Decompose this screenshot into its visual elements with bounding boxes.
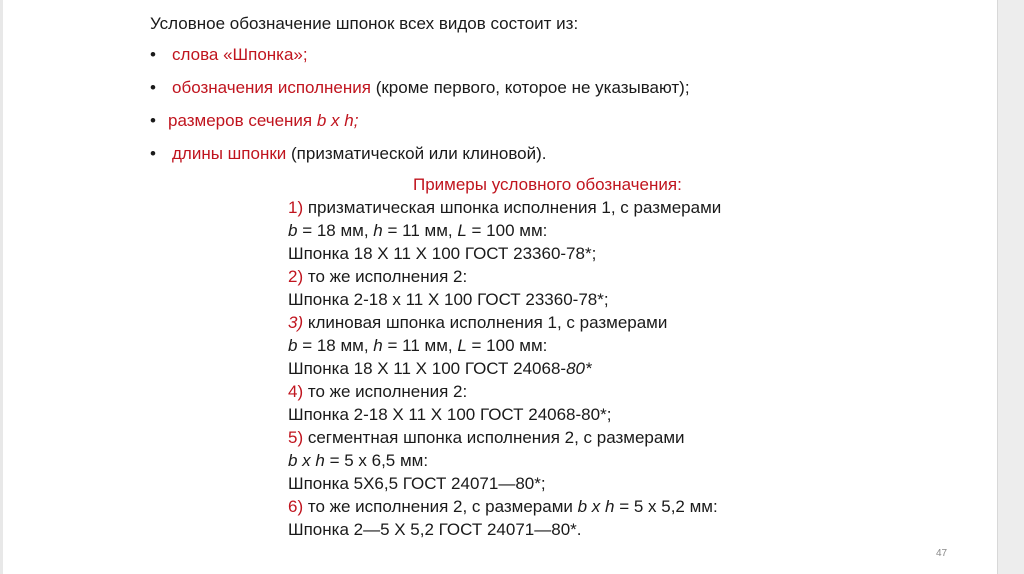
bullet-marker: • xyxy=(150,144,156,163)
page-number: 47 xyxy=(936,548,948,559)
example-designation: Шпонка 5Х6,5 ГОСТ 24071—80*; xyxy=(288,474,546,493)
example-line: 5) сегментная шпонка исполнения 2, с размерами xyxy=(288,428,685,447)
list-item-term-italic: b x h xyxy=(316,111,354,130)
example-designation: Шпонка 18 Х 11 Х 100 ГОСТ 24068-80* xyxy=(288,359,592,378)
bullet-marker: • xyxy=(150,78,156,97)
example-designation: Шпонка 18 Х 11 Х 100 ГОСТ 23360-78*; xyxy=(288,244,597,263)
example-line: 2) то же исполнения 2: xyxy=(288,267,468,286)
bullet-marker: • xyxy=(150,111,156,130)
list-item xyxy=(150,110,690,132)
right-edge-bar xyxy=(998,0,1024,574)
example-number: 2) xyxy=(288,267,304,286)
example-line: 4) то же исполнения 2: xyxy=(288,382,468,401)
list-item-term: слова «Шпонка»; xyxy=(172,45,308,64)
intro-text: Условное обозначение шпонок всех видов состоит из: xyxy=(150,14,579,33)
example-line: b = 18 мм, h = 11 мм, L = 100 мм: xyxy=(288,221,548,240)
list-item xyxy=(150,44,690,66)
examples-title: Примеры условного обозначения: xyxy=(413,175,682,194)
list-item xyxy=(150,143,690,165)
example-line: b = 18 мм, h = 11 мм, L = 100 мм: xyxy=(288,336,548,355)
examples-block xyxy=(288,196,721,541)
example-designation: Шпонка 2-18 Х 11 Х 100 ГОСТ 24068-80*; xyxy=(288,405,612,424)
list-item-term: длины шпонки xyxy=(172,144,287,163)
list-item-term-tail: ; xyxy=(353,111,359,130)
bullet-marker: • xyxy=(150,45,156,64)
example-designation: Шпонка 2-18 х 11 Х 100 ГОСТ 23360-78*; xyxy=(288,290,609,309)
example-number: 1) xyxy=(288,198,304,217)
list-item-note: (призматической или клиновой). xyxy=(286,144,547,163)
example-line: 1) призматическая шпонка исполнения 1, с размерами xyxy=(288,198,722,217)
list-item-term: размеров сечения xyxy=(168,111,317,130)
list-item-term: обозначения исполнения xyxy=(172,78,371,97)
component-list xyxy=(150,44,690,176)
example-number: 3) xyxy=(288,313,304,332)
example-designation: Шпонка 2—5 Х 5,2 ГОСТ 24071—80*. xyxy=(288,520,582,539)
example-number: 5) xyxy=(288,428,304,447)
left-edge-bar xyxy=(0,0,3,574)
example-line: 3) клиновая шпонка исполнения 1, с размерами xyxy=(288,313,668,332)
example-line: b x h = 5 х 6,5 мм: xyxy=(288,451,429,470)
list-item xyxy=(150,77,690,99)
list-item-note: (кроме первого, которое не указывают); xyxy=(370,78,690,97)
example-line: 6) то же исполнения 2, с размерами b x h = 5 х 5,2 мм: xyxy=(288,497,718,516)
example-number: 4) xyxy=(288,382,304,401)
example-number: 6) xyxy=(288,497,304,516)
